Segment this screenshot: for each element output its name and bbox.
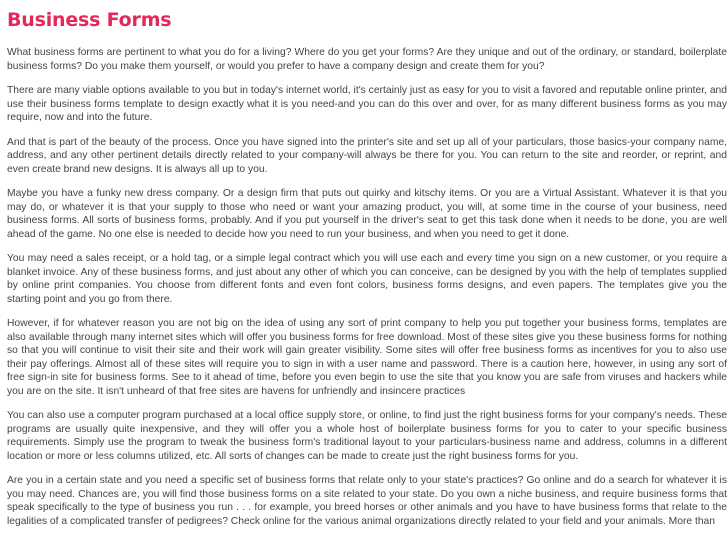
paragraph-6: However, if for whatever reason you are not big on the idea of using any sort of print company to help you put together your business forms, templates are also available through many internet sites which will offer you business forms for free download. Most of these sites give you these business forms for nothing so that you will continue to visit their site and their work will gain greater visibility. Some sites will offer free business forms as incentives for you to also use their pay offerings. Almost all of these sites will require you to sign in with a user name and password. There is a caution here, however, in using any sort of free sign-in site for business forms. See to it ahead of time, before you even begin to use the site that you know you are safe from viruses and hackers while you are on the site. It isn't unheard of that free sites are havens for unfriendly and insincere practices bbox=[7, 318, 727, 397]
paragraph-1: What business forms are pertinent to what you do for a living? Where do you get your forms? Are they unique and out of the ordinary, or standard, boilerplate business forms? Do you make them yourself, or would you prefer to have a company design and create them for you? bbox=[7, 47, 727, 72]
paragraph-7: You can also use a computer program purchased at a local office supply store, or online, to find just the right business forms for your company's needs. These programs are usually quite inexpensive, and they will offer you a whole host of boilerplate business forms for you to cater to your specific business requirements. Simply use the program to tweak the business form's traditional layout to your particulars-business name and address, columns in a different location or more or less columns utilized, etc. All sorts of changes can be made to create just the right business forms for you. bbox=[7, 410, 727, 462]
paragraph-2: There are many viable options available to you but in today's internet world, it's certainly just as easy for you to visit a favored and reputable online printer, and use their business forms template to design exactly what it is you need-and you can do this over and over, for as many different business forms as you may require, now and into the future. bbox=[7, 85, 727, 123]
page-title: Business Forms bbox=[7, 9, 172, 31]
paragraph-3: And that is part of the beauty of the process. Once you have signed into the printer's site and set up all of your particulars, those basics-your company name, address, and any other pertinent details directly related to your company-will always be there for you. You can return to the site and reorder, or reprint, and even create brand new designs. It is always all up to you. bbox=[7, 136, 727, 175]
paragraph-4: Maybe you have a funky new dress company. Or a design firm that puts out quirky and kitschy items. Or you are a Virtual Assistant. Whatever it is that you may do, or whatever it is that your supply to those who need or want your amazing product, you will, at some time in the course of your business, need business forms. All sorts of business forms, probably. And if you put yourself in the driver's seat to get this task done when it needs to be done, you are well ahead of the game. No one else is needed to decide how you need to run your business, and when you need to get it done. bbox=[7, 188, 727, 240]
paragraph-5: You may need a sales receipt, or a hold tag, or a simple legal contract which you will use each and every time you sign on a new customer, or you require a blanket invoice. Any of these business forms, and just about any other of which you can conceive, can be designed by you with the help of templates supplied by online print companies. You choose from different fonts and even font colors, business forms designs, and even papers. The templates give you the starting point and you go from there. bbox=[7, 253, 727, 305]
paragraph-8: Are you in a certain state and you need a specific set of business forms that relate only to your state's practices? Go online and do a search for whatever it is you may need. Chances are, you will find those business forms on a site related to your state. Do you own a niche business, and require business forms that speak specifically to the type of business you run . . . for example, you breed horses or other animals and you have to have business forms that relate to the legalities of a complicated transfer of pedigrees? Check online for the various animal organizations directly related to your field and your animals. More than bbox=[7, 475, 727, 527]
